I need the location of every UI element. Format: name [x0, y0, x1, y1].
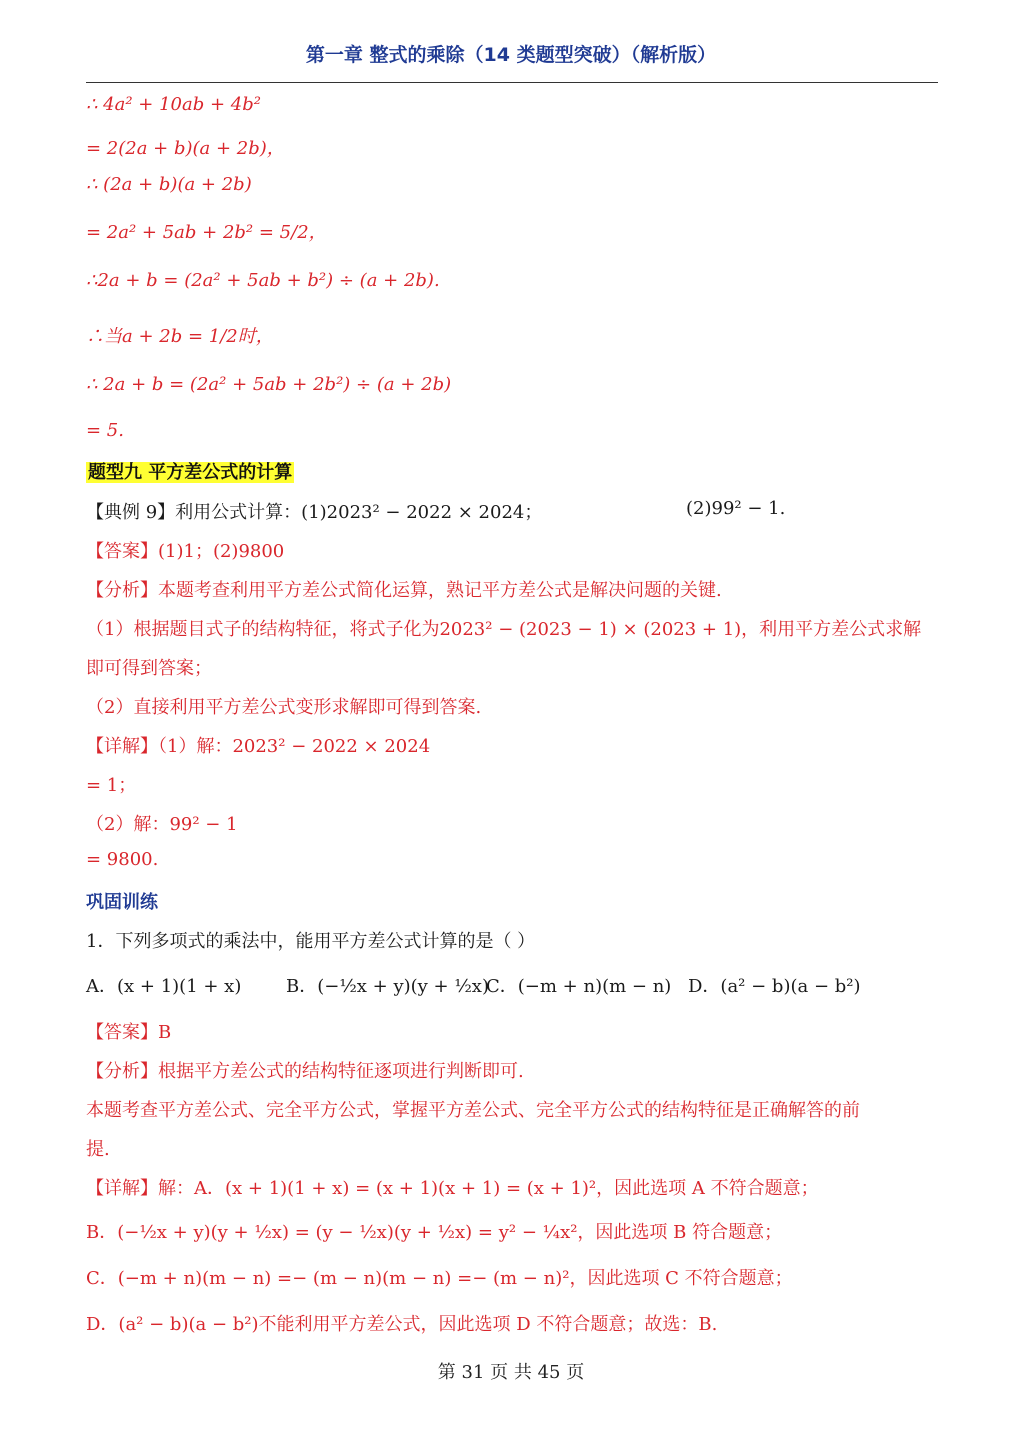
example-part-2: (2)99² − 1.: [686, 498, 786, 519]
example-analysis-2: （2）直接利用平方差公式变形求解即可得到答案.: [86, 697, 482, 718]
practice-detail-b: B．(−½x + y)(y + ½x) = (y − ½x)(y + ½x) = y² − ¼x²，因此选项 B 符合题意；: [86, 1222, 783, 1243]
header-rule: [86, 82, 938, 83]
practice-detail-c: C．(−m + n)(m − n) =− (m − n)(m − n) =− (m − n)²，因此选项 C 不符合题意；: [86, 1268, 793, 1289]
practice-note-2: 提.: [86, 1139, 110, 1160]
practice-question-1: 1．下列多项式的乘法中，能用平方差公式计算的是（ ）: [86, 931, 536, 952]
option-c: C．(−m + n)(m − n): [486, 976, 672, 997]
example-analysis: 【分析】本题考查利用平方差公式简化运算，熟记平方差公式是解决问题的关键.: [86, 580, 722, 601]
solution-line-2: = 2(2a + b)(a + 2b)，: [86, 138, 285, 159]
section-title: 题型九 平方差公式的计算: [88, 462, 293, 483]
example-detail-2: = 1；: [86, 775, 137, 796]
solution-line-6: ∴当a + 2b = 1/2时，: [86, 326, 274, 347]
example-analysis-1-cont: 即可得到答案；: [86, 658, 212, 679]
example-analysis-1: （1）根据题目式子的结构特征，将式子化为2023² − (2023 − 1) × (2023 + 1)，利用平方差公式求解: [86, 619, 922, 640]
practice-title: 巩固训练: [86, 892, 158, 913]
option-d: D．(a² − b)(a − b²): [688, 976, 861, 997]
example-label: 【典例 9】利用公式计算：(1)2023² − 2022 × 2024；: [86, 502, 543, 523]
practice-detail-a: 【详解】解：A．(x + 1)(1 + x) = (x + 1)(x + 1) = (x + 1)²，因此选项 A 不符合题意；: [86, 1178, 819, 1199]
practice-note-1: 本题考查平方差公式、完全平方公式，掌握平方差公式、完全平方公式的结构特征是正确解答的前: [86, 1100, 860, 1121]
solution-line-7: ∴ 2a + b = (2a² + 5ab + 2b²) ÷ (a + 2b): [86, 374, 452, 395]
practice-detail-d: D．(a² − b)(a − b²)不能利用平方差公式，因此选项 D 不符合题意；故选：B.: [86, 1314, 718, 1335]
example-detail-4: = 9800.: [86, 849, 159, 870]
solution-line-1: ∴ 4a² + 10ab + 4b²: [86, 94, 261, 115]
practice-analysis: 【分析】根据平方差公式的结构特征逐项进行判断即可.: [86, 1061, 524, 1082]
solution-line-5: ∴2a + b = (2a² + 5ab + b²) ÷ (a + 2b).: [86, 270, 440, 291]
solution-line-8: = 5.: [86, 420, 124, 441]
example-answer: 【答案】(1)1；(2)9800: [86, 541, 285, 562]
option-b: B．(−½x + y)(y + ½x): [286, 976, 489, 997]
example-detail-1: 【详解】（1）解：2023² − 2022 × 2024: [86, 736, 431, 757]
practice-answer: 【答案】B: [86, 1022, 172, 1043]
page-footer: 第 31 页 共 45 页: [437, 1362, 585, 1383]
example-detail-3: （2）解：99² − 1: [86, 814, 238, 835]
solution-line-3: ∴ (2a + b)(a + 2b): [86, 174, 252, 195]
solution-line-4: = 2a² + 5ab + 2b² = 5/2，: [86, 222, 327, 243]
option-a: A．(x + 1)(1 + x): [86, 976, 242, 997]
page-header-title: 第一章 整式的乘除（14 类题型突破）（解析版）: [305, 44, 717, 66]
